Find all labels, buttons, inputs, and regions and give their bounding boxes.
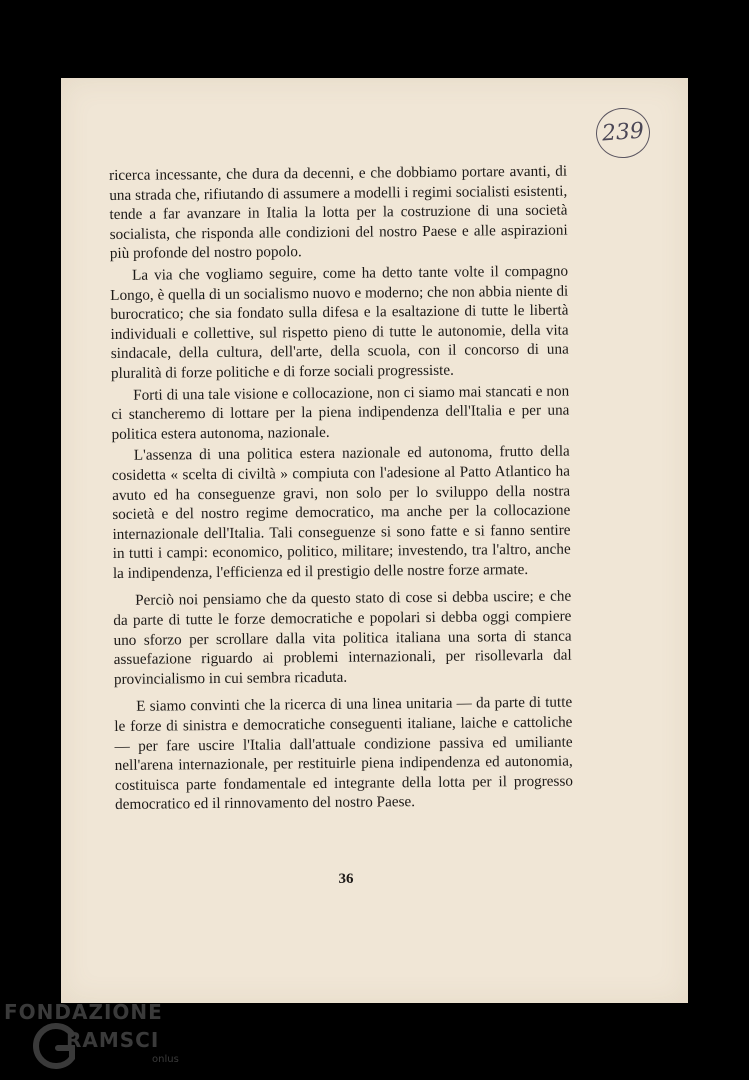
body-text (109, 162, 573, 817)
paragraph-1: ricerca incessante, che dura da decenni, e che dobbiamo portare avanti, di una strada che, rifiutando di assumere a modelli i regimi socialisti esistenti, tende a far avanzare in Italia la lotta per la costruzione di una società socialista, che risponda alle condizioni del nostro Paese e alle aspirazioni più profonde del nostro popolo. (109, 162, 568, 263)
logo-suffix: onlus (152, 1054, 179, 1065)
logo-line-1: FONDAZIONE (4, 1000, 163, 1024)
document-page (61, 78, 688, 1003)
paragraph-6: E siamo convinti che la ricerca di una linea unitaria — da parte di tutte le forze di sinistra e democratiche conseguenti italiane, laiche e cattoliche — per fare uscire l'Italia dall'attuale condizione passiva ed umiliante nell'arena internazionale, per restituirle piena indipendenza ed autonomia, costituisca parte fondamentale ed integrante della lotta per il progresso democratico ed il rinnovamento del nostro Paese. (114, 694, 574, 814)
paragraph-3: Forti di una tale visione e collocazione, non ci siamo mai stancati e non ci stancheremo di lottare per la piena indipendenza dell'Italia e per una politica estera autonoma, nazionale. (111, 382, 570, 443)
paragraph-5: Perciò noi pensiamo che da questo stato di cose si debba uscire; e che da parte di tutte le forze democratiche e popolari si debba oggi compiere uno sforzo per scrollare dalla vita politica italiana una sorta di stanca assuefazione riguardo ai problemi internazionali, per risollevarla dal provincialismo in cui sembra ricaduta. (113, 588, 572, 688)
logo-line-2: RAMSCI (66, 1028, 160, 1052)
paragraph-4: L'assenza di una politica estera nazionale ed autonoma, frutto della cosidetta « scelta di civiltà » compiuta con l'adesione al Patto Atlantico ha avuto ed ha conseguenze gravi, non solo per lo sviluppo della nostra società e del nostro regime democratico, ma anche per la collocazione internazionale dell'Italia. Tali conseguenze si sono fatte e si fanno sentire in tutti i campi: economico, politico, militare; investendo, tra l'altro, anche la indipendenza, l'efficienza ed il prestigio delle nostre forze armate. (111, 442, 571, 582)
page-number: 36 (338, 871, 354, 887)
fondazione-gramsci-logo (2, 998, 192, 1080)
archive-number-stamp: 239 (594, 106, 651, 160)
paragraph-2: La via che vogliamo seguire, come ha detto tante volte il compagno Longo, è quella di un socialismo nuovo e moderno; che non abbia niente di burocratico; che sia fondato sulla difesa e la esaltazione di tutte le libertà individuali e collettive, sul rispetto pieno di tutte le autonomie, della vita sindacale, della cultura, dell'arte, della scuola, con il concorso di una pluralità di forze politiche e di forze sociali progressiste. (110, 262, 569, 382)
